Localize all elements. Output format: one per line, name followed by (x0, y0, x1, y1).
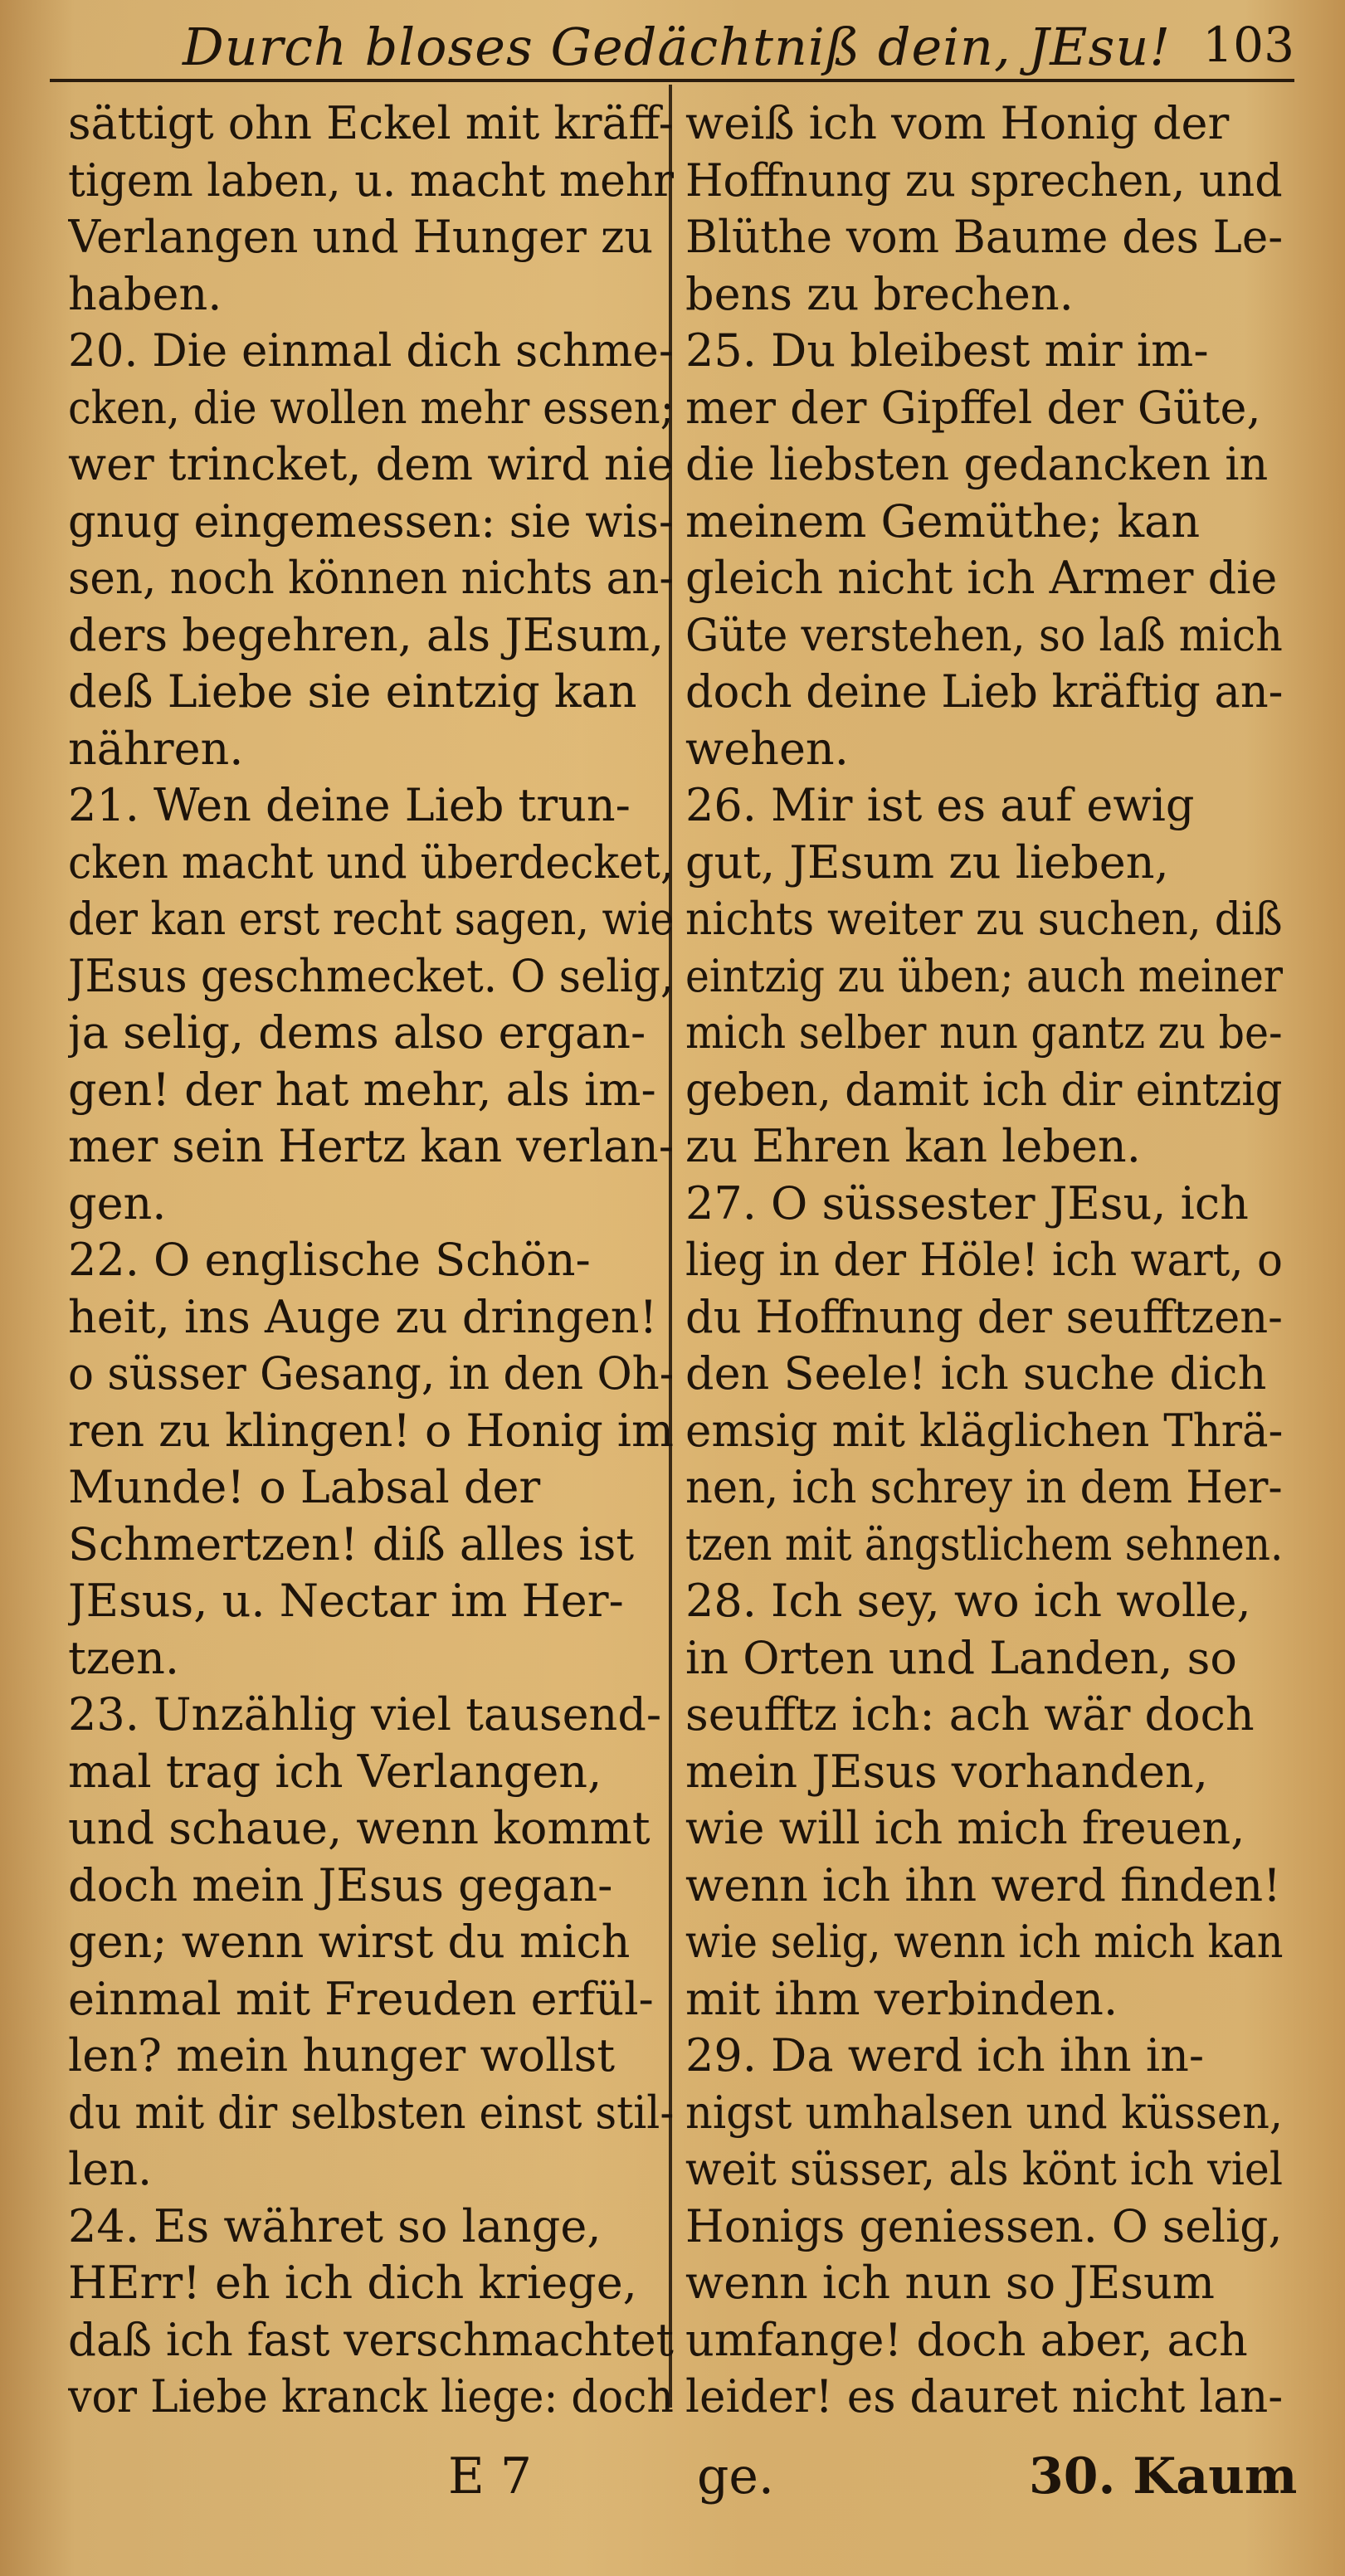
text-line: 20. Die einmal dich schme- (68, 324, 674, 377)
text-line: mich selber nun gantz zu be- (685, 1006, 1283, 1059)
text-line: emsig mit kläglichen Thrä- (685, 1404, 1283, 1457)
text-line: Blüthe vom Baume des Le- (685, 211, 1284, 263)
text-line: Munde! o Labsal der (68, 1461, 541, 1513)
text-line: wenn ich nun so JEsum (685, 2257, 1216, 2309)
text-line: heit, ins Auge zu dringen! (68, 1290, 658, 1343)
text-line: gen! der hat mehr, als im- (68, 1063, 656, 1116)
text-line: nigst umhalsen und küssen, (685, 2086, 1283, 2139)
text-line: nähren. (68, 722, 244, 775)
text-line: zu Ehren kan leben. (685, 1120, 1141, 1172)
page-header (58, 17, 1294, 83)
text-line: wenn ich ihn werd finden! (685, 1858, 1281, 1911)
text-line: mein JEsus vorhanden, (685, 1745, 1208, 1798)
text-line: tzen. (68, 1631, 180, 1684)
text-line: Verlangen und Hunger zu (68, 211, 654, 263)
text-line: Schmertzen! diß alles ist (68, 1517, 635, 1570)
text-line: doch deine Lieb kräftig an- (685, 665, 1284, 718)
text-line: 22. O englische Schön- (68, 1234, 591, 1286)
text-line: in Orten und Landen, so (685, 1631, 1237, 1684)
text-line: 21. Wen deine Lieb trun- (68, 779, 631, 831)
text-line: gen; wenn wirst du mich (68, 1916, 631, 1968)
text-line: ja selig, dems also ergan- (68, 1006, 646, 1059)
text-line: einmal mit Freuden erfül- (68, 1972, 654, 2025)
text-line: JEsus, u. Nectar im Her- (68, 1575, 624, 1627)
text-line: gut, JEsum zu lieben, (685, 835, 1169, 889)
text-line: der kan erst recht sagen, wie (68, 893, 675, 945)
text-line: nichts weiter zu suchen, diß (685, 893, 1283, 945)
text-line: Güte verstehen, so laß mich (685, 608, 1283, 661)
text-line: cken, die wollen mehr essen; (68, 381, 674, 434)
text-line: len? mein hunger wollst (68, 2029, 616, 2082)
text-line: und schaue, wenn kommt (68, 1802, 651, 1854)
text-line: ren zu klingen! o Honig im (68, 1404, 674, 1457)
text-line: wer trincket, dem wird nie (68, 438, 674, 490)
text-line: mer der Gipffel der Güte, (685, 381, 1261, 434)
text-line: du mit dir selbsten einst stil- (68, 2086, 675, 2139)
text-line: mal trag ich Verlangen, (68, 1745, 602, 1798)
page-number: 103 (1202, 17, 1294, 73)
text-line: haben. (68, 267, 222, 320)
text-line: cken macht und überdecket, (68, 835, 674, 889)
text-line: 27. O süssester JEsu, ich (685, 1176, 1249, 1230)
text-line: 28. Ich sey, wo ich wolle, (685, 1575, 1251, 1627)
text-line: doch mein JEsus gegan- (68, 1858, 613, 1911)
text-line: Hoffnung zu sprechen, und (685, 153, 1283, 207)
text-line: gnug eingemessen: sie wis- (68, 494, 674, 548)
text-line: weiß ich vom Honig der (685, 97, 1230, 149)
text-line: wehen. (685, 722, 849, 775)
text-line: seufftz ich: ach wär doch (685, 1688, 1255, 1741)
text-line: 26. Mir ist es auf ewig (685, 779, 1195, 831)
text-line: mer sein Hertz kan verlan- (68, 1120, 674, 1172)
catchword: 30. Kaum (1029, 2447, 1298, 2505)
left-column (68, 95, 674, 2426)
right-column (685, 95, 1283, 2426)
text-line: gleich nicht ich Armer die (685, 552, 1278, 604)
text-line: den Seele! ich suche dich (685, 1347, 1267, 1400)
text-line: wie will ich mich freuen, (685, 1802, 1245, 1854)
text-line: sättigt ohn Eckel mit kräff- (68, 97, 674, 149)
text-line: HErr! eh ich dich kriege, (68, 2257, 637, 2309)
text-line: gen. (68, 1176, 167, 1230)
text-line: leider! es dauret nicht lan- (685, 2370, 1284, 2423)
text-line: tigem laben, u. macht mehr (68, 153, 675, 207)
text-line: 25. Du bleibest mir im- (685, 324, 1209, 377)
text-line: mit ihm verbinden. (685, 1972, 1118, 2025)
running-head: Durch bloses Gedächtniß dein, JEsu! (183, 17, 1172, 77)
text-line: du Hoffnung der seufftzen- (685, 1290, 1283, 1343)
catchword-continuation: ge. (697, 2447, 774, 2505)
text-line: weit süsser, als könt ich viel (685, 2143, 1283, 2195)
text-line: 29. Da werd ich ihn in- (685, 2029, 1205, 2082)
text-line: die liebsten gedancken in (685, 438, 1269, 490)
text-line: 23. Unzählig viel tausend- (68, 1688, 662, 1741)
text-line: bens zu brechen. (685, 267, 1074, 320)
header-rule (50, 79, 1294, 82)
text-line: ders begehren, als JEsum, (68, 608, 665, 661)
text-line: deß Liebe sie eintzig kan (68, 665, 637, 718)
text-line: len. (68, 2143, 153, 2195)
text-line: vor Liebe kranck liege: doch (68, 2370, 674, 2423)
text-line: tzen mit ängstlichem sehnen. (685, 1517, 1283, 1570)
text-line: JEsus geschmecket. O selig, (68, 949, 675, 1002)
text-line: Honigs geniessen. O selig, (685, 2199, 1283, 2252)
text-line: daß ich fast verschmachtet (68, 2313, 674, 2366)
text-line: geben, damit ich dir eintzig (685, 1063, 1283, 1116)
text-line: o süsser Gesang, in den Oh- (68, 1347, 674, 1400)
text-line: wie selig, wenn ich mich kan (685, 1916, 1284, 1968)
text-line: eintzig zu üben; auch meiner (685, 949, 1284, 1002)
text-line: meinem Gemüthe; kan (685, 494, 1201, 548)
signature-mark: E 7 (448, 2447, 533, 2505)
text-line: nen, ich schrey in dem Her- (685, 1461, 1283, 1513)
text-line: 24. Es währet so lange, (68, 2199, 602, 2252)
text-line: sen, noch können nichts an- (68, 552, 674, 604)
text-line: lieg in der Höle! ich wart, o (685, 1234, 1283, 1286)
text-line: umfange! doch aber, ach (685, 2313, 1248, 2366)
page-footer (0, 2447, 1345, 2530)
